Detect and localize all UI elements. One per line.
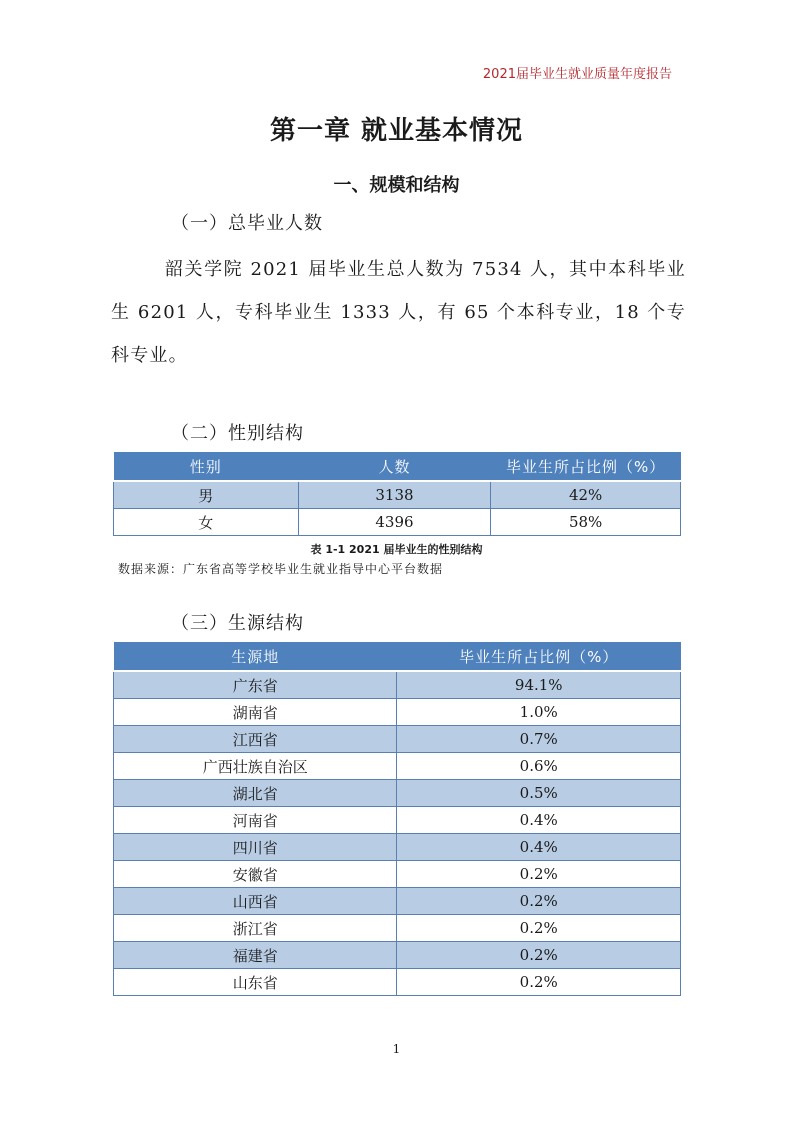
table-cell: 福建省 [114,942,397,969]
table-cell: 0.2% [397,969,681,996]
gender-table-header-row [114,452,681,481]
table-cell: 0.4% [397,807,681,834]
origin-col-header: 生源地 [114,642,397,671]
table-cell: 安徽省 [114,861,397,888]
table-cell: 江西省 [114,726,397,753]
gender-col-header: 性别 [114,452,299,481]
table-cell: 0.2% [397,888,681,915]
total-graduates-paragraph: 韶关学院 2021 届毕业生总人数为 7534 人，其中本科毕业生 6201 人，专科毕业生 1333 人，有 65 个本科专业，18 个专科专业。 [111,259,686,366]
table-row [114,699,681,726]
table-row [114,969,681,996]
table-cell: 3138 [298,481,491,509]
table-cell: 河南省 [114,807,397,834]
table-row [114,753,681,780]
table-row [114,915,681,942]
origin-table [113,642,681,996]
origin-table-header-row [114,642,681,671]
table-cell: 山东省 [114,969,397,996]
table-row [114,834,681,861]
table-row [114,942,681,969]
table-cell: 58% [491,509,681,536]
table-cell: 浙江省 [114,915,397,942]
subsection-heading-gender: （二）性别结构 [171,423,304,444]
subsection-heading-origin: （三）生源结构 [171,613,304,634]
table-cell: 0.2% [397,915,681,942]
subsection-heading-total: （一）总毕业人数 [171,213,323,234]
ratio-col-header: 毕业生所占比例（%） [491,452,681,481]
running-header: 2021届毕业生就业质量年度报告 [482,67,672,82]
table-row [114,726,681,753]
count-col-header: 人数 [298,452,491,481]
table-cell: 0.5% [397,780,681,807]
table-cell: 广西壮族自治区 [114,753,397,780]
section-title: 一、规模和结构 [333,175,460,196]
table-cell: 0.4% [397,834,681,861]
table-caption: 表 1-1 2021 届毕业生的性别结构 [310,543,483,556]
chapter-title: 第一章 就业基本情况 [269,116,524,146]
table-row [114,807,681,834]
table-row [114,509,681,536]
table-cell: 4396 [298,509,491,536]
table-row [114,671,681,699]
table-cell: 0.2% [397,861,681,888]
page-number: 1 [392,1042,401,1056]
table-row [114,780,681,807]
table-cell: 湖南省 [114,699,397,726]
table-cell: 四川省 [114,834,397,861]
table-cell: 湖北省 [114,780,397,807]
table-row [114,481,681,509]
table-cell: 1.0% [397,699,681,726]
table-cell: 0.2% [397,942,681,969]
gender-table [113,452,681,536]
data-source-note: 数据来源：广东省高等学校毕业生就业指导中心平台数据 [118,562,444,576]
table-cell: 男 [114,481,299,509]
ratio-col-header: 毕业生所占比例（%） [397,642,681,671]
table-cell: 0.6% [397,753,681,780]
table-row [114,888,681,915]
table-cell: 山西省 [114,888,397,915]
table-cell: 广东省 [114,671,397,699]
table-row [114,861,681,888]
table-cell: 0.7% [397,726,681,753]
table-cell: 42% [491,481,681,509]
table-cell: 女 [114,509,299,536]
table-cell: 94.1% [397,671,681,699]
